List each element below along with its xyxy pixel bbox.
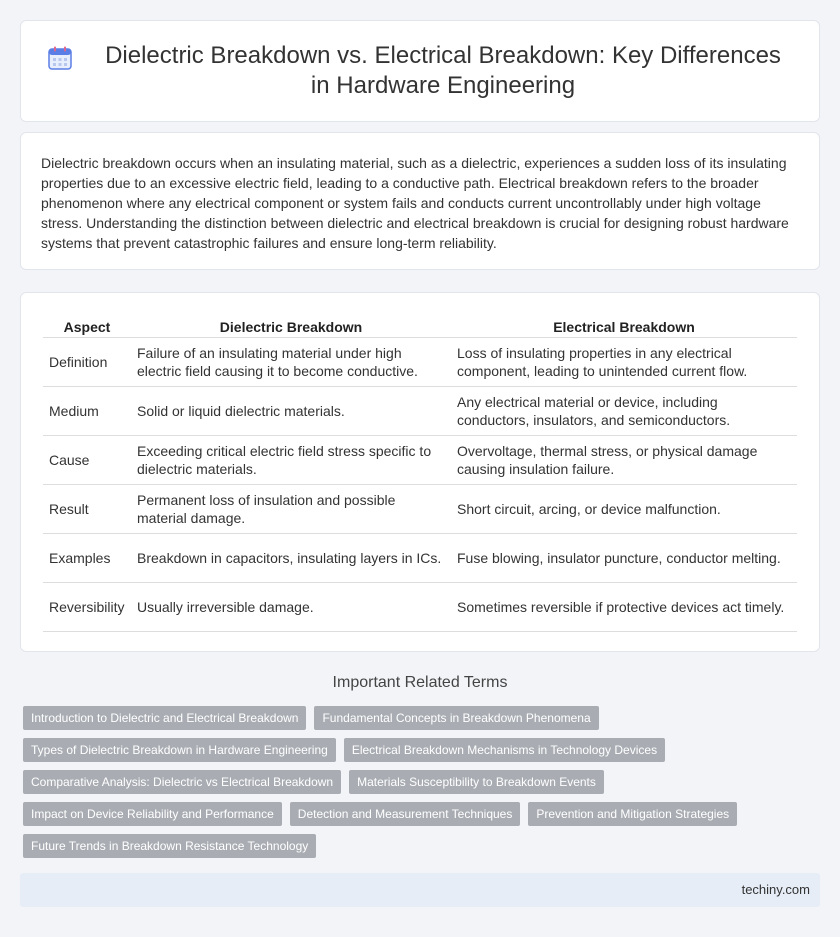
electrical-cell: Loss of insulating properties in any electrical component, leading to unintended current flow. <box>451 338 797 387</box>
aspect-cell: Reversibility <box>43 583 131 632</box>
table-row <box>43 387 797 436</box>
related-terms-title: Important Related Terms <box>332 674 508 691</box>
related-term-tag[interactable]: Types of Dielectric Breakdown in Hardware Engineering <box>23 738 336 762</box>
header-aspect: Aspect <box>43 311 131 338</box>
dielectric-cell: Permanent loss of insulation and possible material damage. <box>131 485 451 534</box>
related-term-tag[interactable]: Prevention and Mitigation Strategies <box>528 802 737 826</box>
dielectric-cell: Exceeding critical electric field stress specific to dielectric materials. <box>131 436 451 485</box>
calendar-icon <box>47 45 73 71</box>
dielectric-cell: Solid or liquid dielectric materials. <box>131 387 451 436</box>
aspect-cell: Result <box>43 485 131 534</box>
dielectric-cell: Failure of an insulating material under high electric field causing it to become conductive. <box>131 338 451 387</box>
electrical-cell: Overvoltage, thermal stress, or physical damage causing insulation failure. <box>451 436 797 485</box>
intro-paragraph: Dielectric breakdown occurs when an insulating material, such as a dielectric, experiences a sudden loss of its insulating properties due to an excessive electric field, leading to a conductive path. Electrical breakdown refers to the broader phenomenon where any electrical component or system fails and conducts current uncontrollably under high voltage stress. Understanding the distinction between dielectric and electrical breakdown is crucial for designing robust hardware systems that prevent catastrophic failures and ensure long-term reliability. <box>41 155 789 251</box>
table-row <box>43 436 797 485</box>
aspect-cell: Examples <box>43 534 131 583</box>
table-row <box>43 338 797 387</box>
related-term-tag[interactable]: Future Trends in Breakdown Resistance Technology <box>23 834 316 858</box>
comparison-table-card <box>20 292 820 652</box>
related-term-tag[interactable]: Electrical Breakdown Mechanisms in Technology Devices <box>344 738 665 762</box>
table-header-row <box>43 311 797 338</box>
electrical-cell: Any electrical material or device, including conductors, insulators, and semiconductors. <box>451 387 797 436</box>
related-term-tag[interactable]: Detection and Measurement Techniques <box>290 802 521 826</box>
footer <box>20 873 820 907</box>
header-dielectric: Dielectric Breakdown <box>131 311 451 338</box>
table-row <box>43 583 797 632</box>
intro-card <box>20 132 820 270</box>
electrical-cell: Fuse blowing, insulator puncture, conductor melting. <box>451 534 797 583</box>
dielectric-cell: Usually irreversible damage. <box>131 583 451 632</box>
aspect-cell: Cause <box>43 436 131 485</box>
electrical-cell: Short circuit, arcing, or device malfunction. <box>451 485 797 534</box>
dielectric-cell: Breakdown in capacitors, insulating layers in ICs. <box>131 534 451 583</box>
aspect-cell: Medium <box>43 387 131 436</box>
footer-site-link[interactable]: techiny.com <box>741 882 810 897</box>
header-card <box>20 20 820 122</box>
related-term-tag[interactable]: Comparative Analysis: Dielectric vs Electrical Breakdown <box>23 770 341 794</box>
comparison-table <box>43 311 797 632</box>
aspect-cell: Definition <box>43 338 131 387</box>
related-term-tag[interactable]: Introduction to Dielectric and Electrical Breakdown <box>23 706 306 730</box>
table-row <box>43 534 797 583</box>
related-terms-list <box>23 706 813 858</box>
header-electrical: Electrical Breakdown <box>451 311 797 338</box>
related-term-tag[interactable]: Materials Susceptibility to Breakdown Events <box>349 770 604 794</box>
related-term-tag[interactable]: Fundamental Concepts in Breakdown Phenomena <box>314 706 598 730</box>
related-term-tag[interactable]: Impact on Device Reliability and Performance <box>23 802 282 826</box>
table-row <box>43 485 797 534</box>
electrical-cell: Sometimes reversible if protective devices act timely. <box>451 583 797 632</box>
header <box>40 41 800 101</box>
page-title: Dielectric Breakdown vs. Electrical Breakdown: Key Differences in Hardware Engineering <box>105 42 781 99</box>
